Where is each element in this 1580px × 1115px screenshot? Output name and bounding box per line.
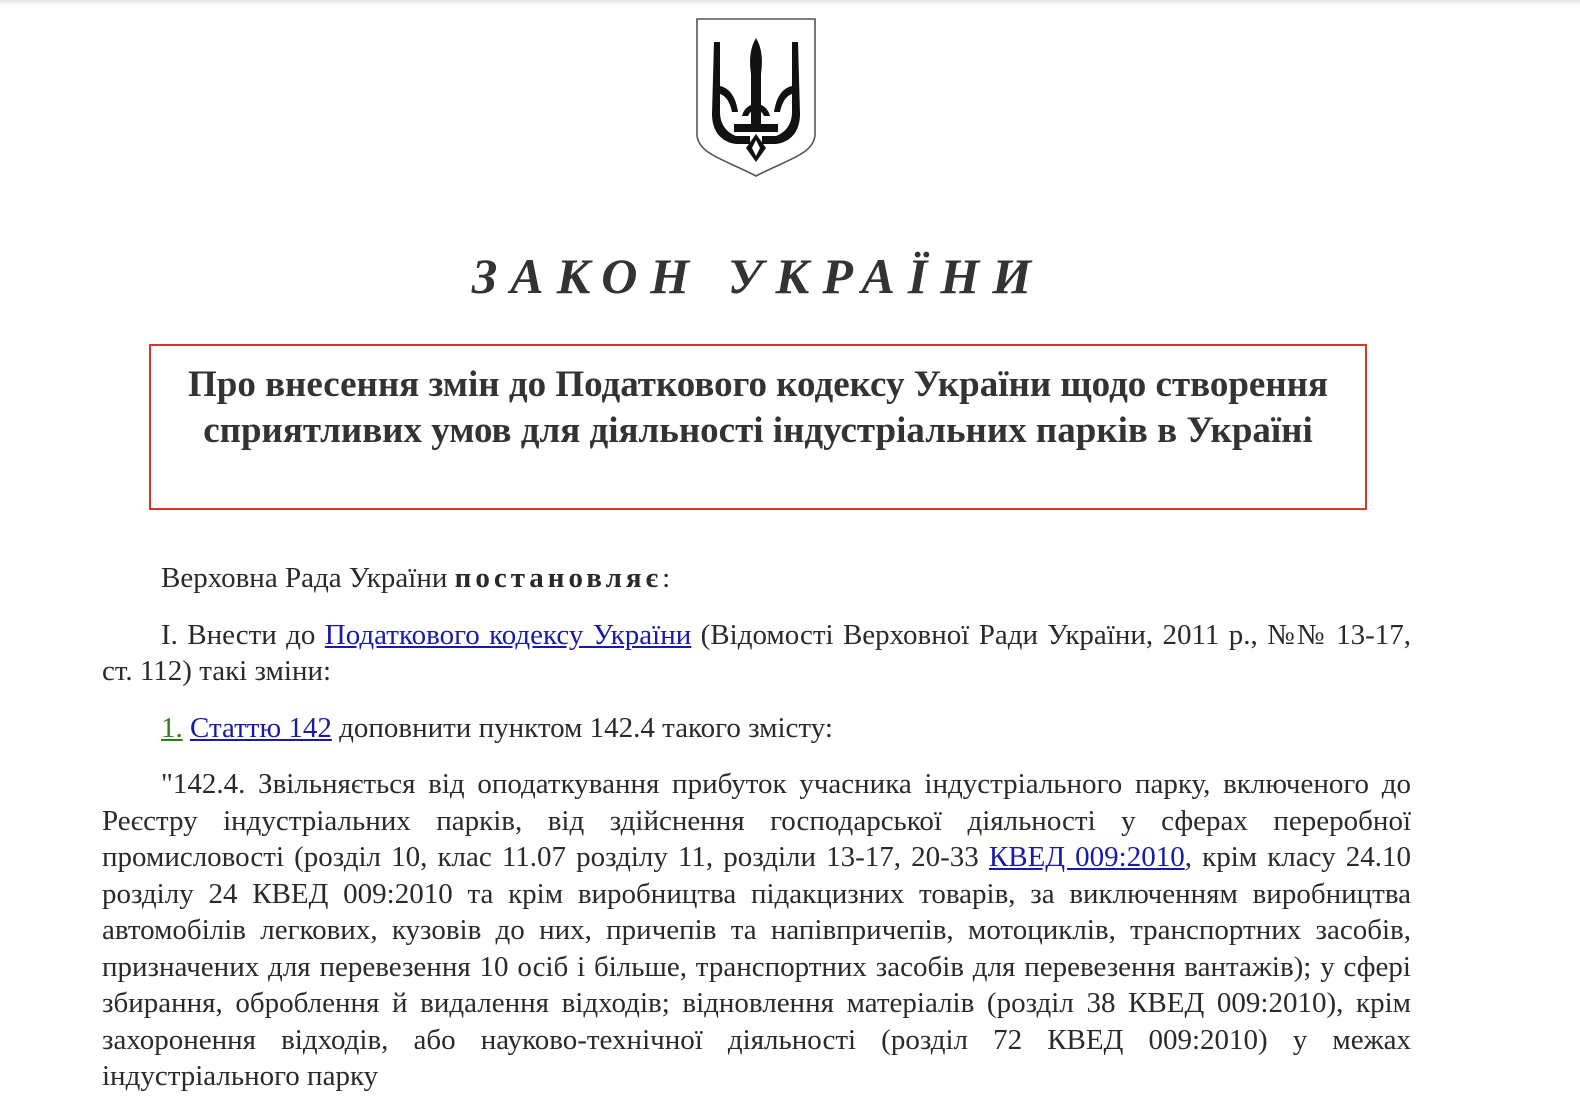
law-title-box	[149, 344, 1367, 510]
section-1-paragraph	[102, 617, 1411, 690]
document-body	[102, 560, 1411, 1115]
coat-of-arms-icon	[694, 16, 818, 178]
tax-code-link[interactable]: Податкового кодексу України	[324, 618, 692, 651]
item-1-suffix: доповнити пунктом 142.4 такого змісту:	[331, 711, 833, 744]
section-1-prefix: I. Внести до	[161, 618, 325, 651]
kved-link[interactable]: КВЕД 009:2010	[988, 841, 1185, 873]
clause-142-4-part2: , крім класу 24.10 розділу 24 КВЕД 009:2010 та крім виробництва підакцизних товарів, за виключенням виробництва автомобілів легкових, кузовів до них, причепів та напівпричепів, мотоциклів, транспортних засобів, призначених для перевезення 10 осіб і більше, транспортних засобів для перевезення вантажів); у сфері збирання, оброблення й видалення відходів; відновлення матеріалів (розділ 38 КВЕД 009:2010), крім захоронення відходів, або науково-технічної діяльності (розділ 72 КВЕД 009:2010) у межах індустріального парку	[102, 841, 1411, 1092]
top-shadow	[0, 0, 1580, 6]
item-1-number-link[interactable]: 1.	[161, 711, 183, 744]
preamble-emphasis: постановляє	[454, 562, 663, 594]
item-1-paragraph	[102, 710, 1411, 747]
preamble-text: Верховна Рада України	[161, 562, 455, 594]
law-title: Про внесення змін до Податкового кодексу України щодо створення сприятливих умов для діяльності індустріальних парків в Україні	[187, 364, 1329, 451]
section-1-suffix: (Відомості Верховної Ради України, 2011 р., №№ 13-17, ст. 112) такі зміни:	[102, 618, 1411, 687]
article-142-link[interactable]: Статтю 142	[190, 711, 332, 744]
preamble-paragraph	[102, 560, 1411, 597]
preamble-suffix: :	[662, 562, 671, 594]
law-type-heading: ЗАКОН УКРАЇНИ	[471, 248, 1045, 304]
clause-142-4-part1: "142.4. Звільняється від оподаткування прибуток учасника індустріального парку, включеного до Реєстру індустріальних парків, від здійснення господарської діяльності у сферах переробної промисловості (розділ 10, клас 11.07 розділу 11, розділи 13-17, 20-33	[102, 768, 1411, 873]
clause-142-4-paragraph	[102, 766, 1411, 1095]
